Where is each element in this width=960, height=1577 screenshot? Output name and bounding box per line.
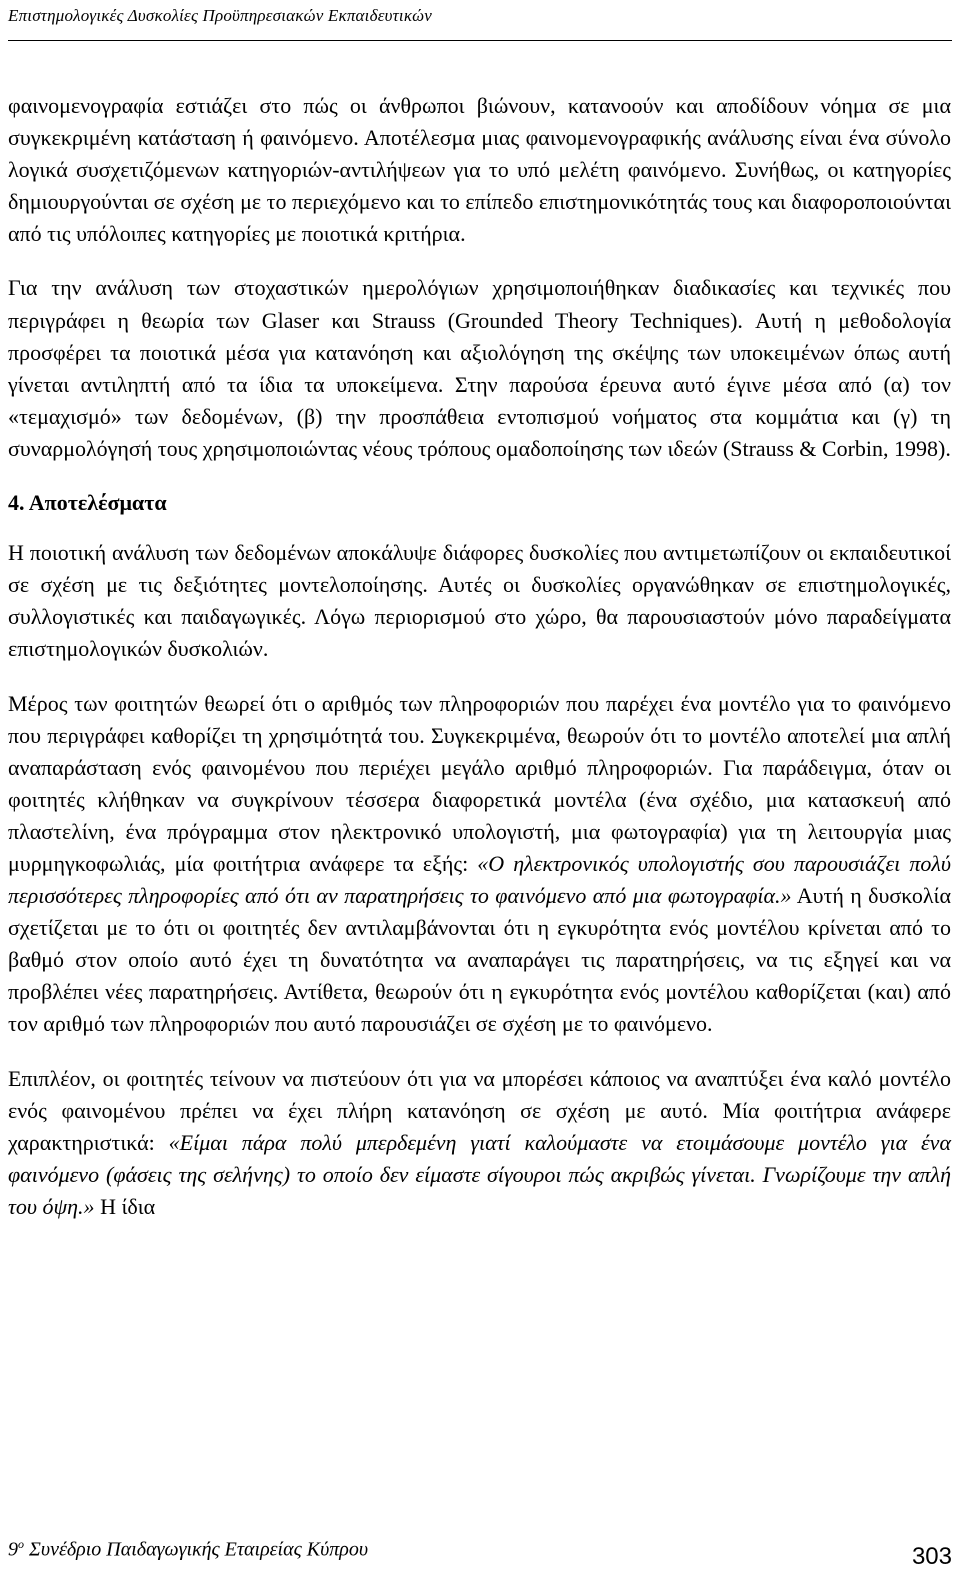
paragraph-phenomenography: φαινομενογραφία εστιάζει στο πώς οι άνθρωποι βιώνουν, κατανοούν και αποδίδουν νόημα σε μια συγκεκριμένη κατάσταση ή φαινόμενο. Αποτέλεσμα μιας φαινομενογραφικής ανάλυσης είναι ένα σύνολο λογικά συσχετιζόμενων κατηγοριών-αντιλήψεων για το υπό μελέτη φαινόμενο. Συνήθως, οι κατηγορίες δημιουργούνται σε σχέση με το περιεχόμενο και το επίπεδο επιστημονικότητάς τους και διαφοροποιούνται από τις υπόλοιπες κατηγορίες με ποιοτικά κριτήρια. <box>8 93 951 247</box>
conference-ordinal: 9 <box>8 1538 18 1561</box>
conference-footer <box>8 1537 368 1562</box>
conference-name: Συνέδριο Παιδαγωγικής Εταιρείας Κύπρου <box>24 1538 369 1561</box>
paragraph-text: Αυτή η δυσκολία σχετίζεται με το ότι οι φοιτητές δεν αντιλαμβάνονται ότι η εγκυρότητα ενός μοντέλου κρίνεται από το βαθμό στον οποίο αυτό έχει τη δυνατότητα να αναπαράγει τις παρατηρήσεις, να τις εξηγεί και να προβλέπει νέες παρατηρήσεις. Αντίθετα, θεωρούν ότι η εγκυρότητα ενός μοντέλου καθορίζεται (και) από τον αριθμό των πληροφοριών που αυτό παρουσιάζει σε σχέση με το φαινόμενο. <box>8 883 951 1037</box>
student-quote: «Είμαι πάρα πολύ μπερδεμένη γιατί καλούμαστε να ετοιμάσουμε μοντέλο για ένα φαινόμενο (φάσεις της σελήνης) το οποίο δεν είμαστε σίγουροι πώς ακριβώς γίνεται. Γνωρίζουμε την απλή του όψη.» <box>8 1129 951 1219</box>
paragraph-understanding-difficulty <box>8 1063 951 1223</box>
paragraph-text: Επιπλέον, οι φοιτητές τείνουν να πιστεύουν ότι για να μπορέσει κάποιος να αναπτύξει ένα καλό μοντέλο ενός φαινομένου πρέπει να έχει πλήρη κατανόηση σε σχέση με αυτό. Μία φοιτήτρια ανάφερε χαρακτηριστικά: <box>8 1065 951 1155</box>
paragraph-text: Η ίδια <box>94 1193 156 1219</box>
paragraph-text: Μέρος των φοιτητών θεωρεί ότι ο αριθμός των πληροφοριών που παρέχει ένα μοντέλο για το φαινόμενο που περιγράφει καθορίζει τη χρησιμότητά του. Συγκεκριμένα, θεωρούν ότι το μοντέλο αποτελεί μια απλή αναπαράσταση ενός φαινομένου που περιέχει μεγάλο αριθμό πληροφοριών. Για παράδειγμα, όταν οι φοιτητές κλήθηκαν να συγκρίνουν τέσσερα διαφορετικά μοντέλα (ένα σχέδιο, μια κατασκευή από πλαστελίνη, ένα πρόγραμμα στον ηλεκτρονικό υπολογιστή, μια φωτογραφία) για τη λειτουργία μιας μυρμηγκοφωλιάς, μία φοιτήτρια ανάφερε τα εξής: <box>8 690 951 876</box>
paragraph-methodology: Για την ανάλυση των στοχαστικών ημερολόγιων χρησιμοποιήθηκαν διαδικασίες και τεχνικές που περιγράφει η θεωρία των Glaser και Strauss (Grounded Theory Techniques). Αυτή η μεθοδολογία προσφέρει τα ποιοτικά μέσα για κατανόηση και αξιολόγηση της σκέψης των υποκειμένων όπως αυτή γίνεται αντιληπτή από τα ίδια τα υποκείμενα. Στην παρούσα έρευνα αυτό έγινε μέσα από (α) τον «τεμαχισμό» των δεδομένων, (β) την προσπάθεια εντοπισμού νοήματος στα κομμάτια και (γ) τη συναρμολόγησή τους χρησιμοποιώντας νέους τρόπους ομαδοποίησης των ιδεών (Strauss & Corbin, 1998). <box>8 275 951 461</box>
paragraph-results-intro: Η ποιοτική ανάλυση των δεδομένων αποκάλυψε διάφορες δυσκολίες που αντιμετωπίζουν οι εκπαιδευτικοί σε σχέση με τις δεξιότητες μοντελοποίησης. Αυτές οι δυσκολίες οργανώθηκαν σε επιστημολογικές, συλλογιστικές και παιδαγωγικές. Λόγω περιορισμού στο χώρο, θα παρουσιαστούν μόνο παραδείγματα επιστημολογικών δυσκολιών. <box>8 540 951 662</box>
section-heading-results: 4. Αποτελέσματα <box>8 490 167 516</box>
document-body <box>8 90 951 1245</box>
header-divider <box>8 40 952 41</box>
page-number: 303 <box>911 1543 952 1570</box>
conference-ordinal-suffix: ο <box>18 1537 24 1551</box>
student-quote: «Ο ηλεκτρονικός υπολογιστής σου παρουσιάζει πολύ περισσότερες πληροφορίες από ότι αν παρατηρήσεις το φαινόμενο από μια φωτογραφία.» <box>8 850 951 909</box>
running-header: Επιστημολογικές Δυσκολίες Προϋπηρεσιακών Εκπαιδευτικών <box>8 6 432 25</box>
paragraph-information-difficulty <box>8 688 951 1041</box>
